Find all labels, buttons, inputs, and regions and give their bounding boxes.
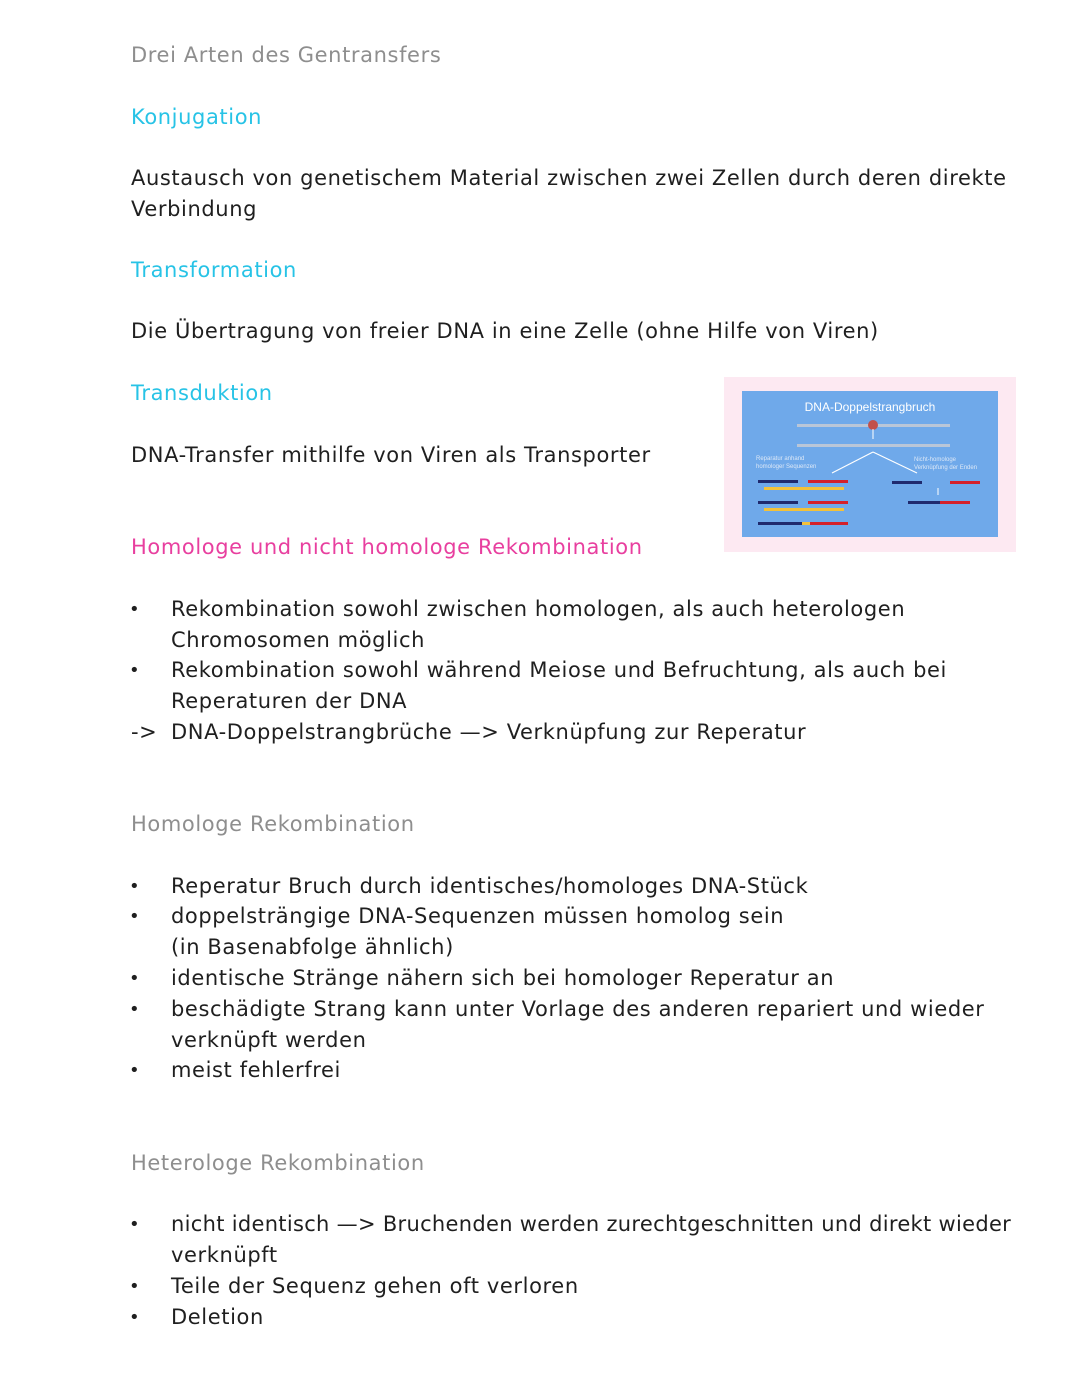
bullet: • xyxy=(129,968,140,989)
left-label-1: Reparatur anhand xyxy=(756,456,805,462)
rekombination-bullet-2-line-1: Rekombination sowohl während Meiose und Befruchtung, als auch bei xyxy=(171,658,947,682)
homologe-bullet-3: identische Stränge nähern sich bei homologer Reperatur an xyxy=(171,966,835,990)
homologe-bullet-2-line-2: (in Basenabfolge ähnlich) xyxy=(171,935,454,959)
page-title: Drei Arten des Gentransfers xyxy=(131,43,442,67)
konjugation-text-line-2: Verbindung xyxy=(131,197,258,221)
homologe-bullet-2-line-1: doppelsträngige DNA-Sequenzen müssen homolog sein xyxy=(171,904,785,928)
dna-diagram xyxy=(742,391,998,537)
bullet: • xyxy=(129,1276,140,1297)
konjugation-text-line-1: Austausch von genetischem Material zwischen zwei Zellen durch deren direkte xyxy=(131,166,1007,190)
arrow-prefix: -> xyxy=(131,720,158,744)
bullet: • xyxy=(129,660,140,681)
rekombination-arrow-line: DNA-Doppelstrangbrüche —> Verknüpfung zur Reperatur xyxy=(171,720,807,744)
bullet: • xyxy=(129,1060,140,1081)
transduktion-text: DNA-Transfer mithilfe von Viren als Transporter xyxy=(131,443,651,467)
heterologe-bullet-2: Teile der Sequenz gehen oft verloren xyxy=(171,1274,579,1298)
dna-doppelstrangbruch-figure xyxy=(742,391,998,537)
bullet: • xyxy=(129,1307,140,1328)
break-mark-icon xyxy=(868,420,878,430)
bullet: • xyxy=(129,906,140,927)
left-label-2: homologer Sequenzen xyxy=(756,464,817,470)
heading-rekombination: Homologe und nicht homologe Rekombination xyxy=(131,535,643,559)
heading-konjugation: Konjugation xyxy=(131,105,263,129)
figure-title: DNA-Doppelstrangbruch xyxy=(804,400,936,414)
homologe-bullet-1: Reperatur Bruch durch identisches/homologes DNA-Stück xyxy=(171,874,809,898)
left-strand-a2 xyxy=(758,501,798,504)
right-strand-a2 xyxy=(908,501,940,504)
rekombination-bullet-1-line-1: Rekombination sowohl zwischen homologen, als auch heterologen xyxy=(171,597,906,621)
transformation-text: Die Übertragung von freier DNA in eine Zelle (ohne Hilfe von Viren) xyxy=(131,319,879,343)
heading-heterologe: Heterologe Rekombination xyxy=(131,1151,425,1175)
left-template-2 xyxy=(764,508,844,511)
branch-right xyxy=(873,452,917,473)
left-strand-b3 xyxy=(810,522,848,525)
left-fill xyxy=(802,522,810,525)
homologe-bullet-4-line-2: verknüpft werden xyxy=(171,1028,367,1052)
bullet: • xyxy=(129,1214,140,1235)
bullet: • xyxy=(129,999,140,1020)
left-strand-b1 xyxy=(808,480,848,483)
rekombination-bullet-1-line-2: Chromosomen möglich xyxy=(171,628,426,652)
heterologe-bullet-3: Deletion xyxy=(171,1305,264,1329)
heterologe-bullet-1-line-1: nicht identisch —> Bruchenden werden zurechtgeschnitten und direkt wieder xyxy=(171,1212,1012,1236)
heading-transduktion: Transduktion xyxy=(131,381,273,405)
strand-top-2 xyxy=(797,444,950,447)
heading-homologe: Homologe Rekombination xyxy=(131,812,415,836)
heterologe-bullet-1-line-2: verknüpft xyxy=(171,1243,278,1267)
left-strand-b2 xyxy=(808,501,848,504)
heading-transformation: Transformation xyxy=(131,258,297,282)
right-strand-a1 xyxy=(892,481,922,484)
right-label-1: Nicht-homologe xyxy=(914,457,957,463)
left-strand-a1 xyxy=(758,480,798,483)
right-strand-b1 xyxy=(950,481,980,484)
homologe-bullet-4-line-1: beschädigte Strang kann unter Vorlage des anderen repariert und wieder xyxy=(171,997,985,1021)
bullet: • xyxy=(129,599,140,620)
branch-left xyxy=(832,452,873,473)
homologe-bullet-5: meist fehlerfrei xyxy=(171,1058,341,1082)
bullet: • xyxy=(129,876,140,897)
right-strand-b2 xyxy=(940,501,970,504)
right-label-2: Verknüpfung der Enden xyxy=(914,465,978,471)
left-strand-a3 xyxy=(758,522,802,525)
left-template xyxy=(764,487,844,490)
rekombination-bullet-2-line-2: Reperaturen der DNA xyxy=(171,689,408,713)
